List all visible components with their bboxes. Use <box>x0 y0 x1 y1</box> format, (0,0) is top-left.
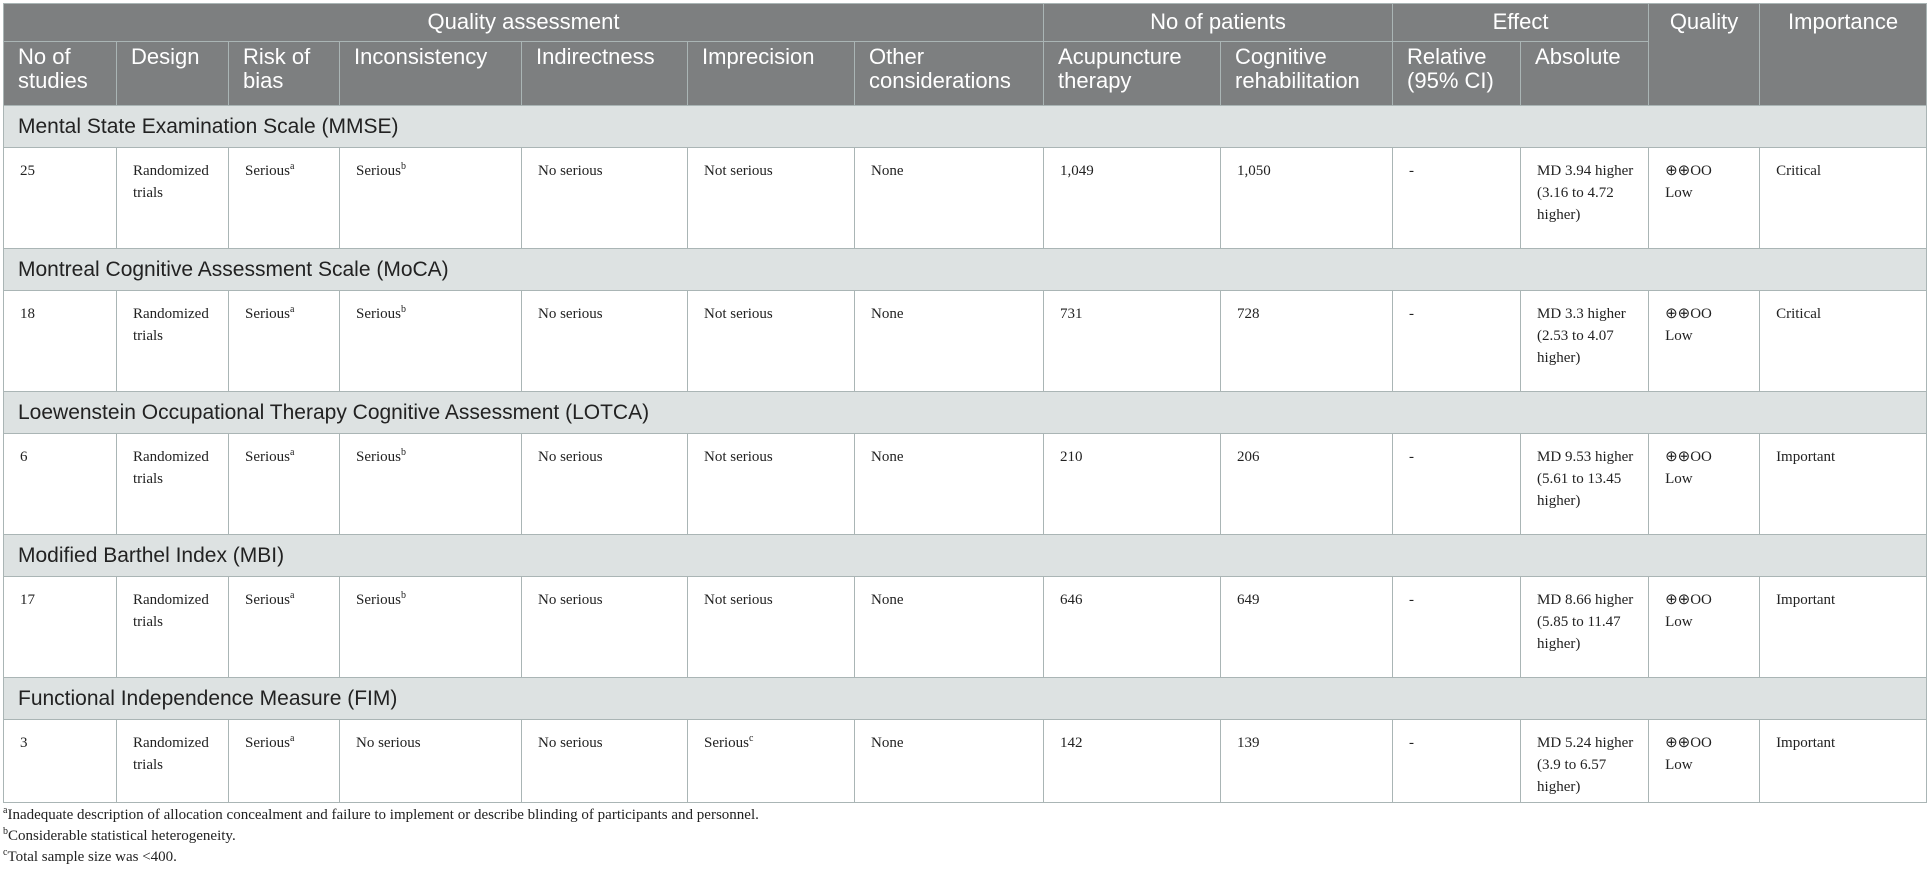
cell-quality <box>1649 720 1760 803</box>
cell-risk-of-bias <box>229 291 340 392</box>
cell-cognitive-rehabilitation: 139 <box>1221 720 1393 803</box>
cell-quality <box>1649 577 1760 678</box>
cell-inconsistency <box>340 291 522 392</box>
footnote-mark: a <box>290 304 295 315</box>
footnote-mark: b <box>401 447 406 458</box>
footnote-mark: c <box>749 733 754 744</box>
footnote-mark: b <box>3 826 8 837</box>
column-header-absolute: Absolute <box>1521 42 1649 106</box>
quality-rating-symbol: ⊕⊕OO <box>1665 592 1712 608</box>
cell-studies: 3 <box>4 720 117 803</box>
table-row <box>4 434 1927 535</box>
footnote-mark: b <box>401 304 406 315</box>
cell-quality <box>1649 148 1760 249</box>
footnote-mark: a <box>3 805 8 816</box>
cell-indirectness: No serious <box>522 577 688 678</box>
column-header-no-of-studies: No of studies <box>4 42 117 106</box>
cell-absolute: MD 9.53 higher (5.61 to 13.45 higher) <box>1521 434 1649 535</box>
cell-design: Randomized trials <box>117 434 229 535</box>
cell-relative: - <box>1393 148 1521 249</box>
cell-text: No serious <box>356 735 421 751</box>
cell-relative: - <box>1393 291 1521 392</box>
cell-acupuncture-therapy: 142 <box>1044 720 1221 803</box>
cell-risk-of-bias <box>229 720 340 803</box>
cell-imprecision <box>688 434 855 535</box>
cell-text: Serious <box>356 449 401 465</box>
cell-acupuncture-therapy: 731 <box>1044 291 1221 392</box>
cell-studies: 25 <box>4 148 117 249</box>
group-header-effect: Effect <box>1393 4 1649 42</box>
column-header-other-considerations: Other considerations <box>855 42 1044 106</box>
footnote-text: Inadequate description of allocation concealment and failure to implement or describe blinding of participants and personnel. <box>7 807 759 823</box>
cell-other-considerations: None <box>855 291 1044 392</box>
group-header-no-of-patients: No of patients <box>1044 4 1393 42</box>
footnote-mark: b <box>401 161 406 172</box>
quality-rating-label: Low <box>1665 614 1693 630</box>
cell-relative: - <box>1393 577 1521 678</box>
column-header-imprecision: Imprecision <box>688 42 855 106</box>
cell-other-considerations: None <box>855 434 1044 535</box>
cell-risk-of-bias <box>229 148 340 249</box>
table-row <box>4 577 1927 678</box>
cell-absolute: MD 5.24 higher (3.9 to 6.57 higher) <box>1521 720 1649 803</box>
cell-text: Not serious <box>704 306 773 322</box>
cell-design: Randomized trials <box>117 148 229 249</box>
cell-imprecision <box>688 291 855 392</box>
section-title: Functional Independence Measure (FIM) <box>4 678 1927 720</box>
cell-inconsistency <box>340 577 522 678</box>
cell-text: Not serious <box>704 592 773 608</box>
cell-imprecision <box>688 577 855 678</box>
cell-text: Serious <box>245 735 290 751</box>
table-row <box>4 720 1927 803</box>
footnote <box>3 847 759 868</box>
quality-rating-label: Low <box>1665 757 1693 773</box>
section-row <box>4 249 1927 291</box>
cell-text: Serious <box>245 163 290 179</box>
cell-acupuncture-therapy: 646 <box>1044 577 1221 678</box>
cell-acupuncture-therapy: 1,049 <box>1044 148 1221 249</box>
cell-cognitive-rehabilitation: 649 <box>1221 577 1393 678</box>
cell-inconsistency <box>340 720 522 803</box>
footnote-text: Total sample size was <400. <box>7 849 177 865</box>
footnote-mark: a <box>290 590 295 601</box>
quality-rating-label: Low <box>1665 328 1693 344</box>
cell-indirectness: No serious <box>522 148 688 249</box>
cell-relative: - <box>1393 434 1521 535</box>
column-header-inconsistency: Inconsistency <box>340 42 522 106</box>
footnote <box>3 805 759 826</box>
cell-text: Serious <box>356 163 401 179</box>
cell-text: Serious <box>245 306 290 322</box>
quality-rating-label: Low <box>1665 471 1693 487</box>
cell-other-considerations: None <box>855 577 1044 678</box>
section-row <box>4 392 1927 434</box>
column-header-quality: Quality <box>1649 4 1760 106</box>
cell-imprecision <box>688 720 855 803</box>
cell-absolute: MD 8.66 higher (5.85 to 11.47 higher) <box>1521 577 1649 678</box>
cell-text: Serious <box>245 449 290 465</box>
grade-evidence-table-container <box>3 3 1926 803</box>
cell-absolute: MD 3.3 higher (2.53 to 4.07 higher) <box>1521 291 1649 392</box>
column-header-indirectness: Indirectness <box>522 42 688 106</box>
cell-imprecision <box>688 148 855 249</box>
cell-text: Serious <box>245 592 290 608</box>
section-title: Loewenstein Occupational Therapy Cognitive Assessment (LOTCA) <box>4 392 1927 434</box>
section-title: Montreal Cognitive Assessment Scale (MoCA) <box>4 249 1927 291</box>
cell-text: Not serious <box>704 449 773 465</box>
cell-inconsistency <box>340 434 522 535</box>
cell-indirectness: No serious <box>522 434 688 535</box>
table-row <box>4 148 1927 249</box>
cell-cognitive-rehabilitation: 206 <box>1221 434 1393 535</box>
cell-cognitive-rehabilitation: 1,050 <box>1221 148 1393 249</box>
cell-text: Not serious <box>704 163 773 179</box>
footnotes <box>3 805 759 868</box>
group-header-quality-assessment: Quality assessment <box>4 4 1044 42</box>
quality-rating-symbol: ⊕⊕OO <box>1665 449 1712 465</box>
footnote-mark: a <box>290 733 295 744</box>
section-row <box>4 678 1927 720</box>
cell-design: Randomized trials <box>117 720 229 803</box>
cell-absolute: MD 3.94 higher (3.16 to 4.72 higher) <box>1521 148 1649 249</box>
cell-text: Serious <box>704 735 749 751</box>
cell-text: Serious <box>356 592 401 608</box>
column-header-relative: Relative (95% CI) <box>1393 42 1521 106</box>
footnote-mark: a <box>290 447 295 458</box>
cell-importance: Important <box>1760 577 1927 678</box>
cell-other-considerations: None <box>855 148 1044 249</box>
footnote-text: Considerable statistical heterogeneity. <box>8 828 236 844</box>
cell-risk-of-bias <box>229 434 340 535</box>
cell-importance: Important <box>1760 434 1927 535</box>
section-title: Modified Barthel Index (MBI) <box>4 535 1927 577</box>
cell-other-considerations: None <box>855 720 1044 803</box>
section-title: Mental State Examination Scale (MMSE) <box>4 106 1927 148</box>
cell-design: Randomized trials <box>117 291 229 392</box>
cell-indirectness: No serious <box>522 720 688 803</box>
column-header-cognitive-rehabilitation: Cognitive rehabilitation <box>1221 42 1393 106</box>
cell-studies: 17 <box>4 577 117 678</box>
column-header-importance: Importance <box>1760 4 1927 106</box>
cell-quality <box>1649 291 1760 392</box>
grade-evidence-table <box>3 3 1927 803</box>
cell-studies: 6 <box>4 434 117 535</box>
cell-quality <box>1649 434 1760 535</box>
cell-importance: Critical <box>1760 148 1927 249</box>
quality-rating-label: Low <box>1665 185 1693 201</box>
cell-indirectness: No serious <box>522 291 688 392</box>
footnote <box>3 826 759 847</box>
cell-cognitive-rehabilitation: 728 <box>1221 291 1393 392</box>
quality-rating-symbol: ⊕⊕OO <box>1665 163 1712 179</box>
section-row <box>4 106 1927 148</box>
cell-risk-of-bias <box>229 577 340 678</box>
quality-rating-symbol: ⊕⊕OO <box>1665 306 1712 322</box>
column-header-design: Design <box>117 42 229 106</box>
cell-design: Randomized trials <box>117 577 229 678</box>
cell-relative: - <box>1393 720 1521 803</box>
column-header-risk-of-bias: Risk of bias <box>229 42 340 106</box>
footnote-mark: b <box>401 590 406 601</box>
cell-text: Serious <box>356 306 401 322</box>
section-row <box>4 535 1927 577</box>
cell-importance: Critical <box>1760 291 1927 392</box>
column-header-acupuncture-therapy: Acupuncture therapy <box>1044 42 1221 106</box>
cell-studies: 18 <box>4 291 117 392</box>
quality-rating-symbol: ⊕⊕OO <box>1665 735 1712 751</box>
table-row <box>4 291 1927 392</box>
cell-inconsistency <box>340 148 522 249</box>
footnote-mark: a <box>290 161 295 172</box>
cell-importance: Important <box>1760 720 1927 803</box>
footnote-mark: c <box>3 847 8 858</box>
cell-acupuncture-therapy: 210 <box>1044 434 1221 535</box>
